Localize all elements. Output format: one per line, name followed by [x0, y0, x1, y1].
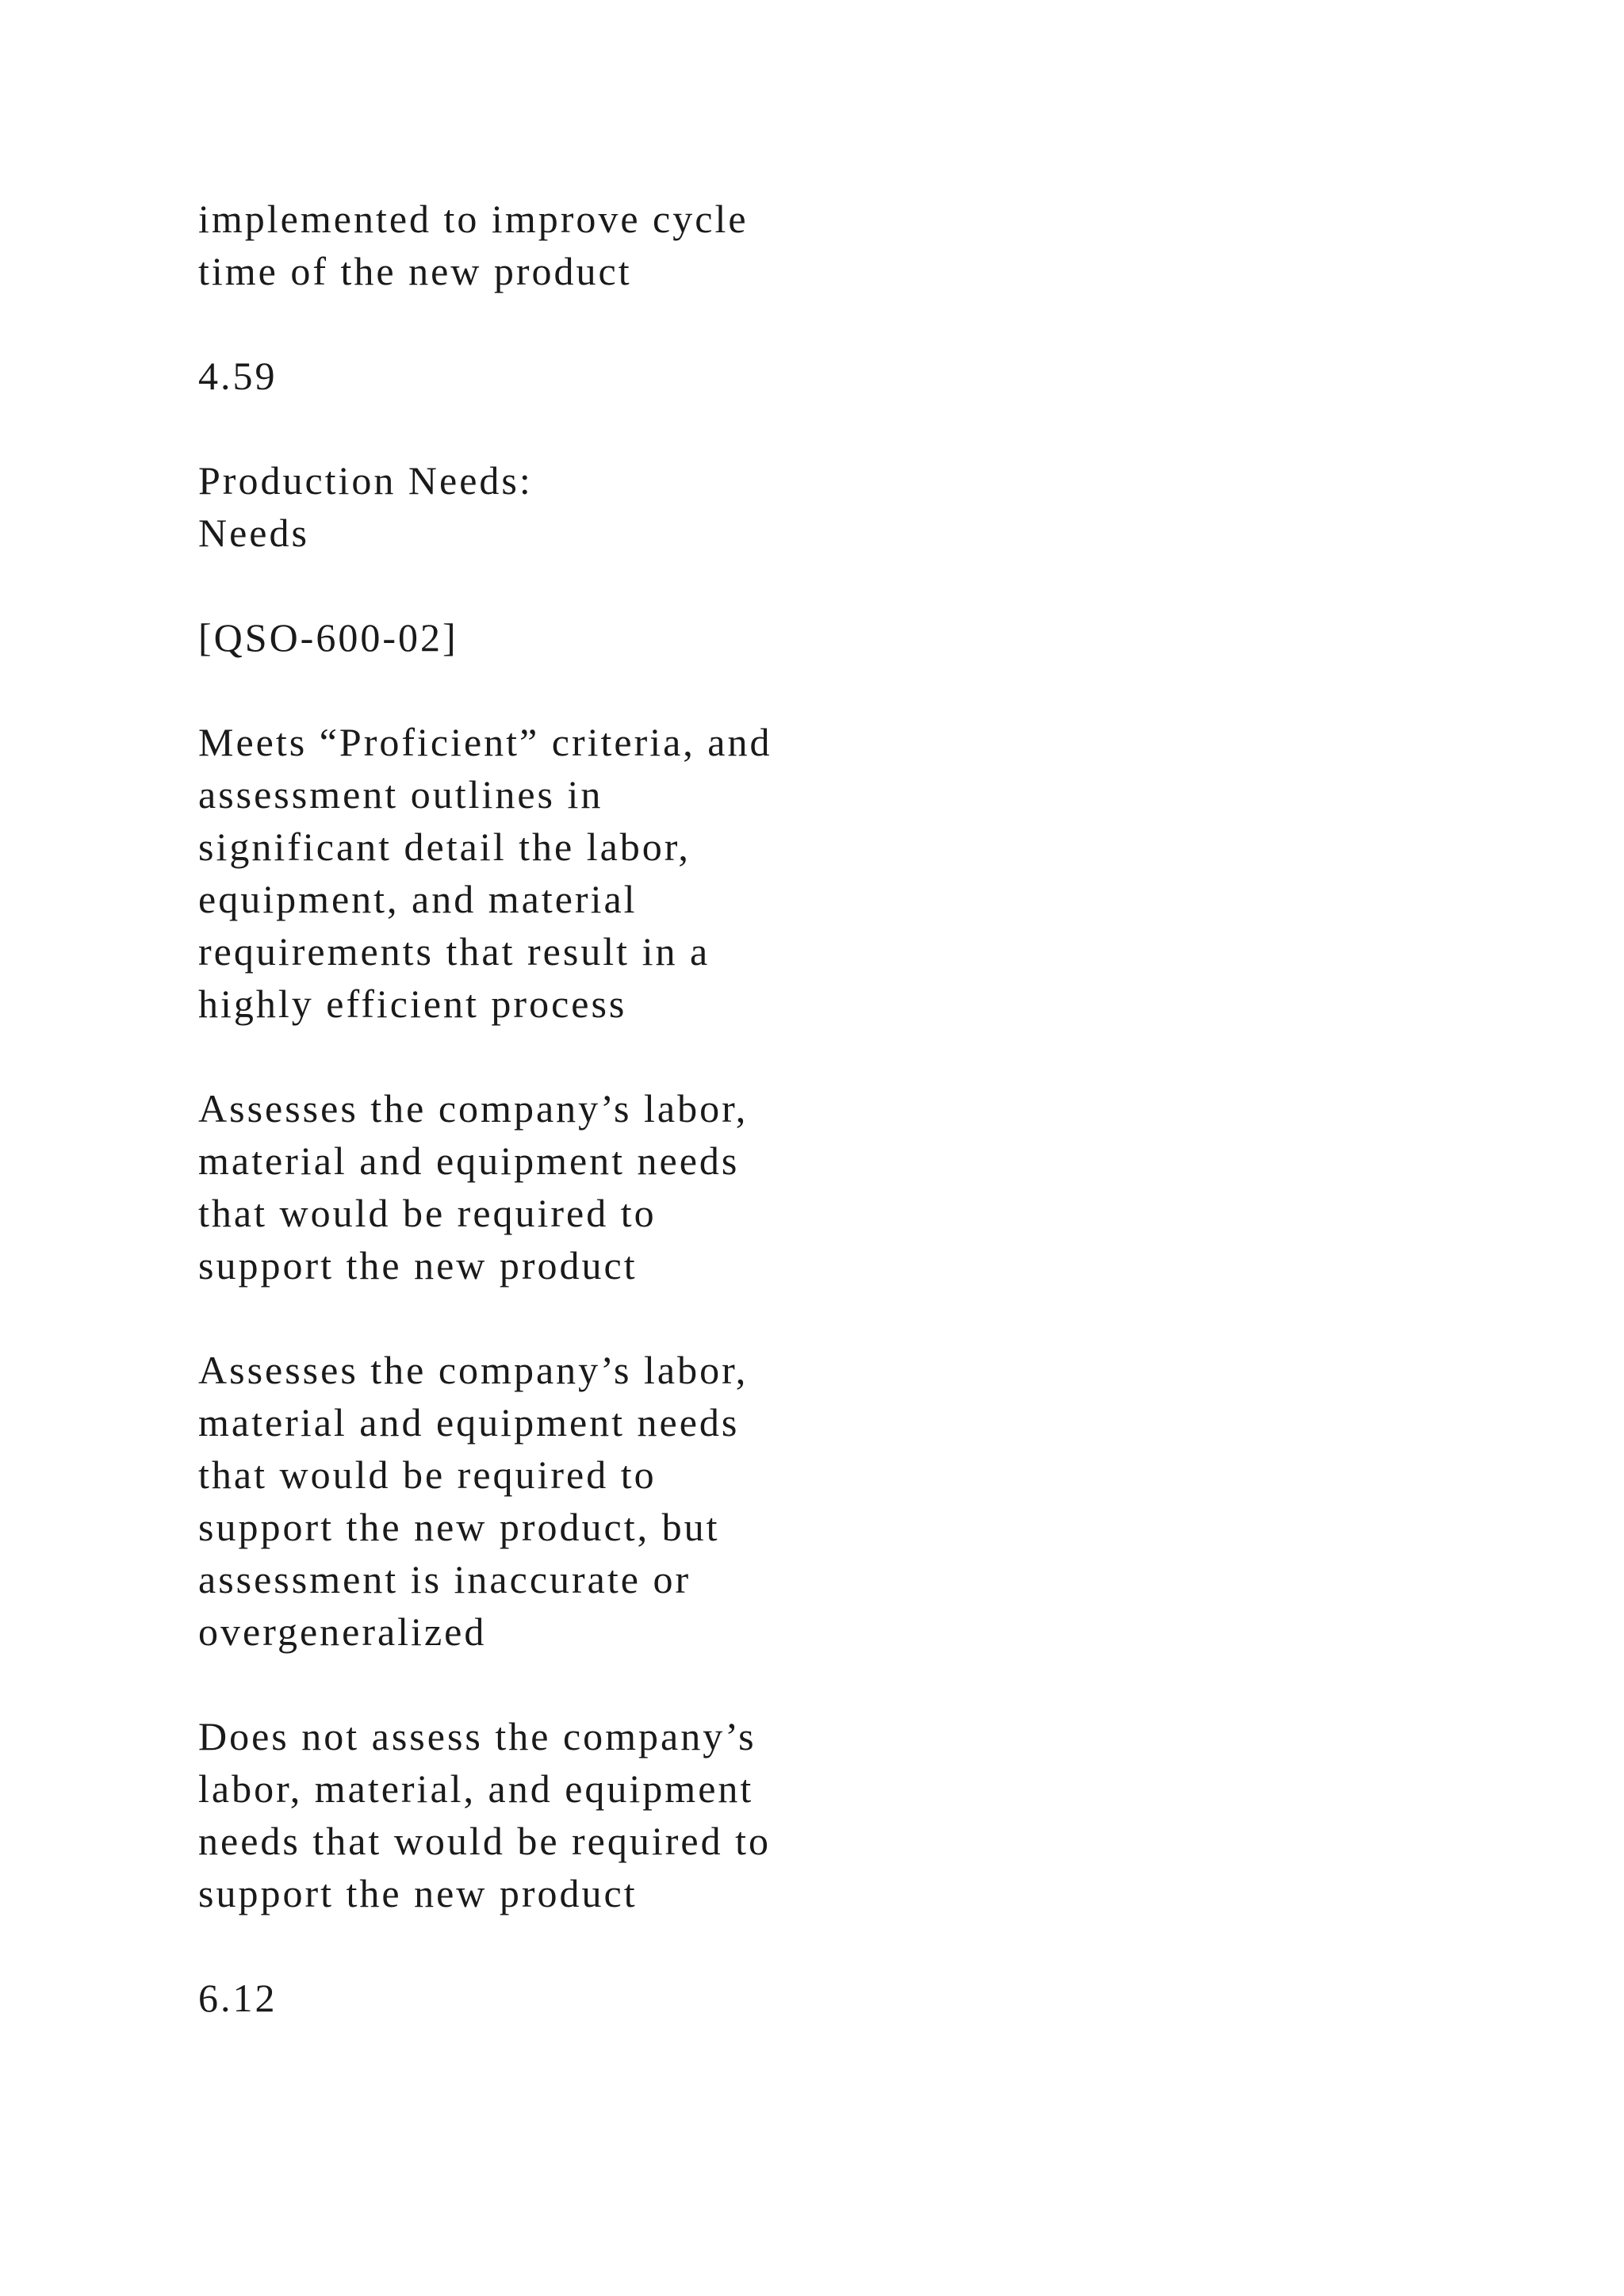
text-line: Does not assess the company’s	[198, 1714, 756, 1758]
text-line: highly efficient process	[198, 982, 627, 1026]
text-line: [QSO-600-02]	[198, 615, 458, 660]
text-line: support the new product, but	[198, 1505, 720, 1549]
paragraph-cycle-time-continuation	[198, 193, 991, 297]
exemplary-description	[198, 716, 991, 1030]
text-line: material and equipment needs	[198, 1400, 740, 1445]
proficient-description	[198, 1082, 991, 1292]
text-line: material and equipment needs	[198, 1138, 740, 1183]
text-line: labor, material, and equipment	[198, 1766, 754, 1811]
text-line: that would be required to	[198, 1191, 657, 1235]
text-line: Production Needs:	[198, 458, 533, 503]
text-line: support the new product	[198, 1243, 638, 1288]
text-line: Needs	[198, 511, 309, 555]
text-line: Meets “Proficient” criteria, and	[198, 720, 772, 764]
criterion-heading	[198, 454, 991, 559]
needs-improvement-description	[198, 1344, 991, 1658]
text-line: equipment, and material	[198, 877, 638, 921]
text-line: Assesses the company’s labor,	[198, 1086, 749, 1131]
text-line: 4.59	[198, 354, 278, 398]
text-line: significant detail the labor,	[198, 825, 691, 869]
score-value	[198, 350, 991, 402]
outcome-code	[198, 611, 991, 664]
text-line: implemented to improve cycle	[198, 197, 749, 241]
text-line: assessment is inaccurate or	[198, 1557, 691, 1601]
text-line: Assesses the company’s labor,	[198, 1348, 749, 1392]
text-line: support the new product	[198, 1871, 638, 1915]
text-line: that would be required to	[198, 1452, 657, 1497]
text-line: needs that would be required to	[198, 1819, 771, 1863]
not-evident-description	[198, 1710, 991, 1919]
text-line: overgeneralized	[198, 1609, 487, 1654]
text-line: 6.12	[198, 1976, 278, 2020]
score-value	[198, 1972, 991, 2024]
text-line: requirements that result in a	[198, 929, 710, 974]
text-line: assessment outlines in	[198, 772, 603, 817]
document-body	[198, 193, 991, 2076]
text-line: time of the new product	[198, 249, 632, 293]
